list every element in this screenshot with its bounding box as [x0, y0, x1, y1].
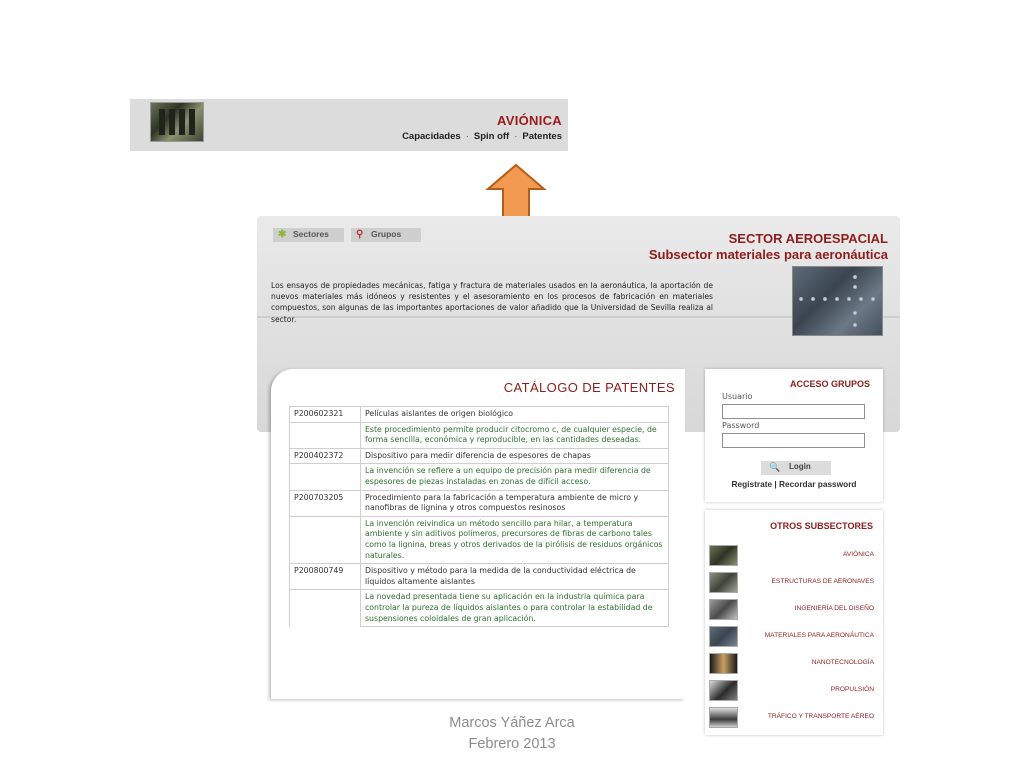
rivet: [811, 297, 815, 301]
footer-author: Marcos Yáñez Arca: [449, 715, 575, 731]
patent-description: La invención reivindica un método sencillo para hilar, a temperatura ambiente y sin aditivos polímeros, precursores de fibras de carbono tales como la lignina, breas y otros derivados de la pirólisis de residuos orgánicos naturales.: [361, 516, 669, 563]
table-row: [290, 490, 669, 516]
rivet: [835, 297, 839, 301]
subsector-item[interactable]: [705, 545, 883, 567]
password-label: Password: [722, 421, 760, 430]
subsector-label: PROPULSIÓN: [830, 686, 874, 693]
rivet: [799, 297, 803, 301]
link-capacidades[interactable]: Capacidades: [402, 131, 461, 142]
rivet: [859, 297, 863, 301]
link-spin-off[interactable]: Spin off: [473, 131, 510, 142]
rivet: [853, 323, 857, 327]
table-row: [290, 407, 669, 423]
subsector-label: MATERIALES PARA AERONÁUTICA: [764, 632, 874, 639]
rivet: [853, 311, 857, 315]
subsector-thumbnail: [709, 680, 738, 701]
patent-code[interactable]: P200402372: [290, 448, 361, 464]
tab-grupos[interactable]: [351, 228, 421, 242]
catalog-title: CATÁLOGO DE PATENTES: [503, 380, 675, 395]
tab-grupos-label: Grupos: [371, 229, 402, 239]
table-row: [290, 448, 669, 464]
login-panel: [705, 369, 883, 502]
rivet: [847, 297, 851, 301]
subsector-thumbnail: [709, 653, 738, 674]
username-input[interactable]: [722, 404, 865, 419]
rivet: [871, 297, 875, 301]
table-row: [290, 422, 669, 448]
patent-catalog: [271, 369, 685, 699]
tab-sectores[interactable]: [273, 228, 344, 242]
banner-links: Capacidades · Spin off · Patentes: [402, 131, 562, 142]
subsector-item[interactable]: [705, 572, 883, 594]
table-row: [290, 564, 669, 590]
link-patentes[interactable]: Patentes: [522, 131, 562, 142]
rivets-image: [792, 266, 883, 336]
subsector-label: NANOTECNOLOGÍA: [811, 659, 874, 666]
rivet: [853, 285, 857, 289]
subsector-thumbnail: [709, 545, 738, 566]
login-button-label: Login: [789, 462, 811, 471]
patent-title[interactable]: Procedimiento para la fabricación a temperatura ambiente de micro y nanofibras de lignina y otros compuestos resinosos: [361, 490, 669, 516]
table-row: [290, 516, 669, 563]
sector-title: SECTOR AEROESPACIAL: [728, 231, 888, 246]
login-button[interactable]: [761, 461, 831, 475]
subsector-label: AVIÓNICA: [842, 551, 874, 558]
banner-title: AVIÓNICA: [497, 113, 562, 128]
patent-table: [289, 406, 669, 627]
patent-description: La novedad presentada tiene su aplicación en la industria química para controlar la pureza de líquidos aislantes o para controlar la estabilidad de suspensiones coloidales de gran aplicación.: [361, 590, 669, 627]
subsector-item[interactable]: [705, 599, 883, 621]
avionica-banner: [130, 99, 568, 151]
subsector-item[interactable]: [705, 626, 883, 648]
subsector-label: INGENIERÍA DEL DISEÑO: [794, 605, 874, 612]
patent-title[interactable]: Dispositivo para medir diferencia de espesores de chapas: [361, 448, 669, 464]
key-icon: 🔍: [769, 462, 781, 472]
table-row: [290, 590, 669, 627]
tab-sectores-label: Sectores: [293, 229, 329, 239]
sector-title-block: [649, 231, 888, 263]
up-arrow-icon: [484, 163, 548, 223]
patent-description: La invención se refiere a un equipo de precisión para medir diferencia de espesores de piezas instaladas en zonas de difícil acceso.: [361, 464, 669, 490]
subsector-label: ESTRUCTURAS DE AERONAVES: [771, 578, 874, 585]
table-row: [290, 464, 669, 490]
patent-code[interactable]: P200800749: [290, 564, 361, 590]
subsector-item[interactable]: [705, 680, 883, 702]
register-link[interactable]: Regístrate: [731, 479, 773, 489]
patent-title[interactable]: Películas aislantes de origen biológico: [361, 407, 669, 423]
login-title: ACCESO GRUPOS: [789, 379, 870, 389]
sector-intro: Los ensayos de propiedades mecánicas, fatiga y fractura de materiales usados en la aeronáutica, la aportación de nuevos materiales más idóneos y resistentes y el asesoramiento en los procesos de fabricación en materiales compuestos, son algunas de las importantes aportaciones de valor añadido que la Universidad de Sevilla realiza al sector.: [271, 281, 713, 324]
username-label: Usuario: [722, 392, 753, 401]
login-links: [705, 479, 883, 489]
other-subsectors-panel: [705, 510, 883, 735]
patent-code[interactable]: P200602321: [290, 407, 361, 423]
slide-footer: [0, 713, 1024, 755]
link-separator: |: [774, 479, 777, 489]
subsector-thumbnail: [709, 599, 738, 620]
subsector-thumbnail: [709, 572, 738, 593]
sector-subtitle: Subsector materiales para aeronáutica: [648, 247, 888, 262]
star-icon: ✱: [278, 229, 287, 240]
patent-title[interactable]: Dispositivo y método para la medida de la conductividad eléctrica de líquidos altamente aislantes: [361, 564, 669, 590]
patent-code[interactable]: P200703205: [290, 490, 361, 516]
search-icon: ⚲: [356, 229, 364, 240]
rivet: [853, 275, 857, 279]
password-input[interactable]: [722, 433, 865, 448]
patent-description: Este procedimiento permite producir citocromo c, de cualquier especie, de forma sencilla, económica y reproducible, en las cantidades deseadas.: [361, 422, 669, 448]
subsectors-title: OTROS SUBSECTORES: [770, 521, 873, 531]
subsector-item[interactable]: [705, 653, 883, 675]
subsector-label: TRÁFICO Y TRANSPORTE AÉREO: [767, 713, 874, 720]
subsector-thumbnail: [709, 626, 738, 647]
recover-password-link[interactable]: Recordar password: [779, 479, 857, 489]
rivet: [823, 297, 827, 301]
avionica-thumbnail: [150, 102, 204, 142]
footer-date: Febrero 2013: [468, 736, 556, 752]
